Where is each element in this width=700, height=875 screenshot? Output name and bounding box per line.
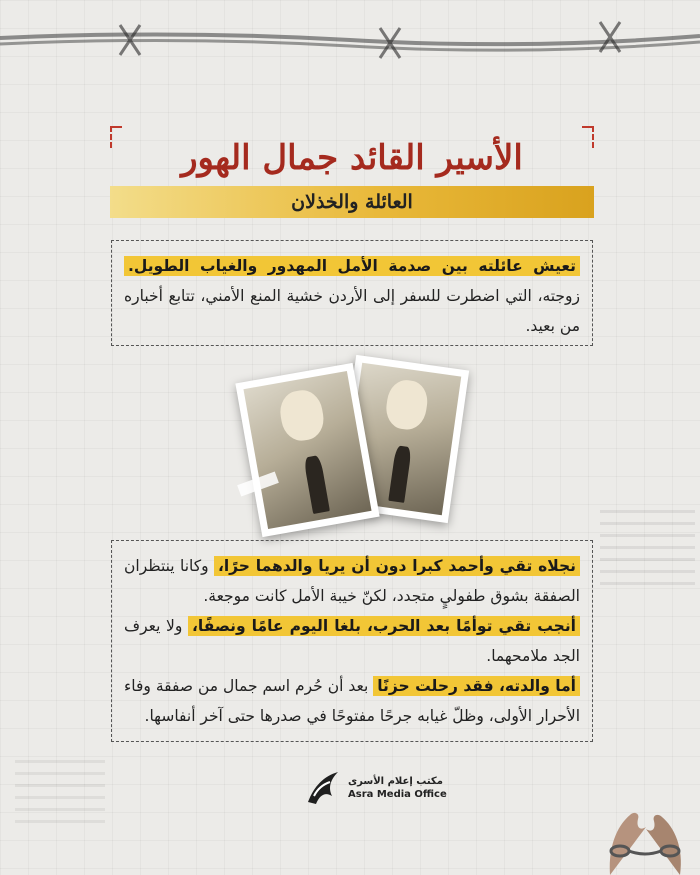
family-intro-box [111, 240, 593, 346]
barbed-wire-decoration [0, 0, 700, 80]
twins-highlight: أنجب تقي توأمًا بعد الحرب، بلغا اليوم عامًا ونصفًا، [188, 616, 580, 636]
asra-media-logo [300, 766, 447, 810]
mother-highlight: أما والدته، فقد رحلت حزنًا [373, 676, 580, 696]
chained-hands-icon [590, 765, 700, 875]
logo-english: Asra Media Office [348, 789, 447, 800]
mother-text: بعد أن حُرم اسم جمال من صفقة وفاء الأحرار الأولى، وظلّ غيابه جرحًا مفتوحًا في صدرها حتى آخر أنفاسها. [124, 677, 580, 725]
twins-text: ولا يعرف الجد ملامحهما. [124, 617, 580, 665]
page-title: الأسير القائد جمال الهور [181, 138, 523, 178]
family-details-box [111, 540, 593, 742]
sons-text: وكانا ينتظران الصفقة بشوق طفوليٍ متجدد، لكنّ خيبة الأمل كانت موجعة. [124, 557, 580, 605]
logo-arabic: مكتب إعلام الأسرى [348, 776, 443, 787]
intro-text: زوجته، التي اضطرت للسفر إلى الأردن خشية المنع الأمني، تتابع أخباره من بعيد. [124, 287, 580, 335]
subtitle-text: العائلة والخذلان [291, 191, 413, 213]
background-faded-text [15, 760, 105, 830]
intro-highlight: تعيش عائلته بين صدمة الأمل المهدور والغياب الطويل. [124, 256, 580, 276]
eagle-logo-icon [300, 766, 344, 810]
background-faded-text [600, 510, 695, 590]
sons-highlight: نجلاه تقي وأحمد كبرا دون أن يريا والدهما حرًا، [214, 556, 580, 576]
subtitle-banner [110, 186, 594, 218]
